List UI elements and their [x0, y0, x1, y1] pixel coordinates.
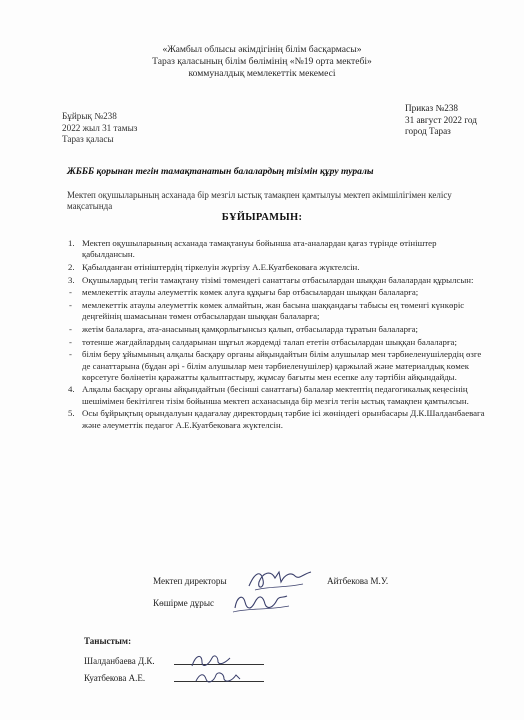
order-kazakh-block — [62, 111, 137, 146]
item-text: Қабылданған өтініштердің тіркелуін жүргізу А.Е.Куатбековаға жүктелсін. — [82, 261, 360, 272]
item-number: 2. — [68, 261, 75, 272]
header-line-2: Тараз қаласының білім бөлімінің «№19 орта мектебі» — [152, 56, 372, 67]
list-item — [66, 408, 486, 430]
header-line-1: «Жамбыл облысы әкімдігінің білім басқармасы» — [162, 44, 362, 55]
order-date-kz: 2022 жыл 31 тамыз — [62, 122, 138, 133]
acquainted-block — [84, 636, 155, 690]
bullet-dash: - — [69, 300, 72, 311]
acquainted-person-1: Шалданбаева Д.К. — [84, 656, 155, 666]
header-line-3: коммуналдық мемлекеттік мекемесі — [188, 68, 336, 79]
item-number: 1. — [68, 238, 75, 248]
acquainted-title: Таныстым: — [84, 636, 132, 646]
order-russian-block — [405, 103, 477, 138]
item-text: Осы бұйрықтың орындалуын қадағалау директордың тәрбие ісі жөніндегі орынбасары Д.К.Шалданбаевага және әлеуметтік педагог А.Е.Куатбековаға жүктелсін. — [82, 408, 485, 430]
institution-header — [0, 44, 524, 80]
sub-list-item — [66, 324, 486, 335]
order-subject: ЖБББ қорынан тегін тамақтанатын балалардың тізімін құру туралы — [67, 166, 374, 177]
acquainted-row — [84, 673, 155, 690]
acquainted-row — [84, 656, 155, 673]
sub-item-text: мемлекеттік атаулы әлеуметтік көмек алуға құқығы бар отбасылардан шыққан балаларға; — [82, 287, 419, 298]
bullet-dash: - — [69, 323, 72, 334]
order-date-ru: 31 август 2022 год — [405, 114, 477, 125]
list-item — [66, 384, 486, 406]
sub-list-item — [66, 337, 486, 348]
order-number-ru: Приказ №238 — [405, 103, 459, 113]
person2-signature-icon — [192, 667, 244, 689]
signature-block — [153, 574, 453, 618]
director-label: Мектеп директоры — [153, 576, 227, 586]
list-item — [66, 238, 486, 260]
item-number: 5. — [68, 408, 75, 419]
sub-item-text: жетім балаларға, ата-анасының қамқорлығынсыз қалып, отбасыларда тұратын балаларға; — [82, 323, 418, 334]
decree-title: БҰЙЫРАМЫН: — [221, 212, 303, 223]
bullet-dash: - — [69, 287, 72, 298]
order-city-ru: город Тараз — [405, 126, 451, 136]
order-preamble: Мектеп оқушыларының асханада бір мезгіл ыстық тамақпен қамтылуы мектеп әкімшілігімен келісу мақсатында — [67, 190, 452, 211]
director-name: Айтбекова М.У. — [327, 576, 389, 586]
sub-list-item — [66, 349, 486, 383]
item-text: Мектеп оқушыларының асханада тамақтануы бойынша ата-аналардан қағаз түрінде өтініштер қабылдансын. — [82, 238, 437, 260]
sub-list-item — [66, 287, 486, 298]
copy-signature-icon — [229, 590, 293, 618]
order-city-kz: Тараз қаласы — [62, 134, 114, 144]
order-items-list — [66, 238, 486, 432]
order-number-kz: Бұйрық №238 — [62, 111, 117, 121]
sub-item-text: мемлекеттік атаулы әлеуметтік көмек алмайтын, жан басына шаққандағы табысы ең төменгі күнкөріс деңгейінің шамасынан төмен отбасылардан шыққан балаларға; — [82, 300, 465, 322]
bullet-dash: - — [69, 336, 72, 347]
item-number: 3. — [68, 274, 75, 285]
item-text: Оқушылардың тегін тамақтану тізімі төмендегі санаттағы отбасылардан шыққан балалардан құрылсын: — [82, 274, 474, 285]
acquainted-person-2: Куатбекова А.Е. — [84, 673, 146, 683]
bullet-dash: - — [69, 349, 72, 360]
item-number: 4. — [68, 384, 75, 395]
list-item — [66, 262, 486, 273]
item-text: Алқалы басқару органы айқындайтын (бесінші санаттағы) балалар мектептің педагогикалық кеңесінің шешімімен бекітілген тізім бойынша мектеп асханасында бір мезгіл тегін ыстық тамақпен қамтылсын. — [82, 384, 469, 406]
sub-item-text: білім беру ұйымының алқалы басқару органы айқындайтын білім алушылар мен тәрбиеленушілердің өзге де санаттарына (бұдан әрі - білім алушылар мен тәрбиеленушілер) қаржылай және материалдық көмек көрсетуге бөлінетін қаражатты қалыптастыру, жұмсау бағыты мен есепке алу тәртібін айқындайды. — [82, 349, 482, 382]
director-signature-row — [153, 574, 453, 596]
sub-item-text: төтенше жағдайлардың салдарынан шұғыл жәрдемді талап ететін отбасылардан шыққан балаларға; — [82, 336, 457, 347]
copy-signature-row — [153, 596, 453, 618]
list-item — [66, 275, 486, 286]
sub-list-item — [66, 300, 486, 322]
copy-label: Көшірме дұрыс — [153, 598, 215, 608]
